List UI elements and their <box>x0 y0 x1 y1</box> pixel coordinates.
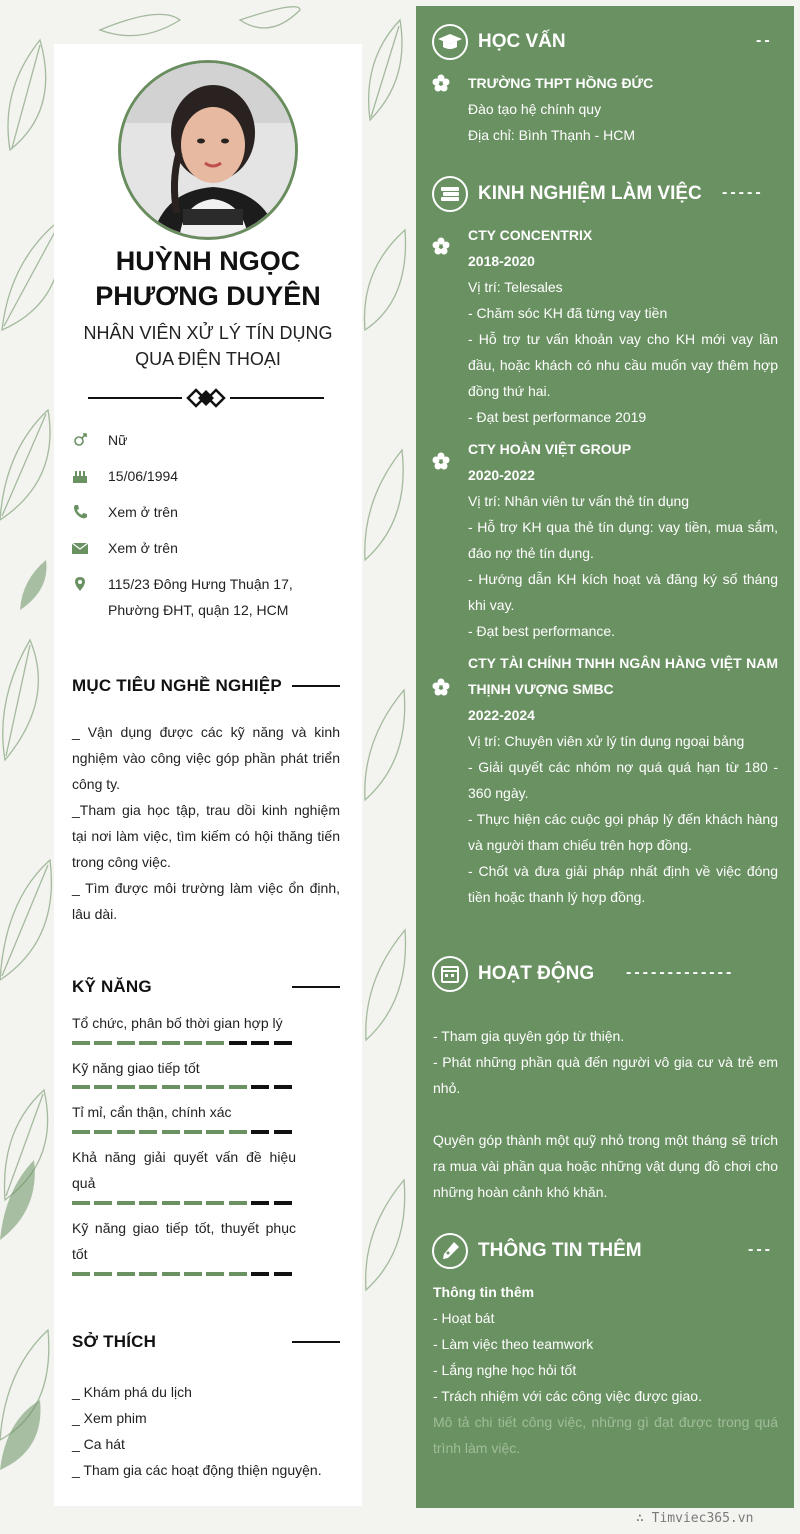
objective-line: _ Vận dụng được các kỹ năng và kinh nghiệm vào công việc góp phần phát triển công ty. <box>72 724 340 792</box>
skill-dash <box>72 1085 90 1089</box>
skill-dash <box>229 1085 247 1089</box>
phone-icon <box>72 504 88 520</box>
avatar-illustration <box>121 63 298 240</box>
company-name: CTY TÀI CHÍNH TNHH NGÂN HÀNG VIỆT NAM THỊNH VƯỢNG SMBC <box>468 655 778 697</box>
activities-text <box>433 1023 778 1205</box>
job-detail: - Hỗ trợ tư vấn khoản vay cho KH mới vay lần đầu, hoặc khách có nhu cầu muốn vay thêm hợp đồng thứ hai. <box>468 331 778 399</box>
email-text[interactable]: Xem ở trên <box>108 540 178 556</box>
skill-dash <box>184 1130 202 1134</box>
address-line-2: Phường ĐHT, quận 12, HCM <box>108 602 289 618</box>
job-title-line-1: NHÂN VIÊN XỬ LÝ TÍN DỤNG <box>83 323 333 343</box>
skill-dash <box>206 1201 224 1205</box>
skill-dash <box>162 1272 180 1276</box>
flower-bullet-icon <box>432 678 450 696</box>
education-address: Địa chỉ: Bình Thạnh - HCM <box>468 127 636 143</box>
job-detail: - Chốt và đưa giải pháp nhất định về việc đóng tiền hoặc thanh lý hợp đồng. <box>468 863 778 905</box>
activities-dash-rule: ------------- <box>626 964 735 981</box>
skill-dash <box>139 1201 157 1205</box>
skill-name: Kỹ năng giao tiếp tốt, thuyết phục tốt <box>72 1220 296 1262</box>
skill-dash <box>162 1130 180 1134</box>
education-entry <box>468 70 778 148</box>
skill-dash <box>72 1130 90 1134</box>
skill-dash <box>117 1130 135 1134</box>
skill-dash <box>274 1130 292 1134</box>
candidate-name <box>54 244 362 314</box>
skills-heading: KỸ NĂNG <box>72 977 152 996</box>
flower-bullet-icon <box>432 237 450 255</box>
school-name: TRƯỜNG THPT HỒNG ĐỨC <box>468 75 654 91</box>
additional-item: - Hoạt bát <box>433 1310 495 1326</box>
additional-heading: THÔNG TIN THÊM <box>478 1240 642 1261</box>
skill-dash <box>229 1130 247 1134</box>
address-text <box>108 571 348 623</box>
calendar-icon <box>432 956 468 992</box>
skill-dash <box>274 1201 292 1205</box>
skill-dash <box>72 1201 90 1205</box>
skill-dash <box>117 1085 135 1089</box>
skill-dash <box>184 1085 202 1089</box>
objective-line: _ Tìm được môi trường làm việc ổn định, lâu dài. <box>72 880 340 922</box>
flower-bullet-icon <box>432 74 450 92</box>
hobby-item: _ Tham gia các hoạt động thiện nguyện. <box>72 1462 322 1478</box>
additional-dash-rule: --- <box>748 1241 773 1258</box>
experience-entry <box>468 222 778 430</box>
skill-dash <box>274 1085 292 1089</box>
job-detail: Vị trí: Chuyên viên xử lý tín dụng ngoại bảng <box>468 733 745 749</box>
additional-text <box>433 1279 778 1461</box>
additional-item: - Làm việc theo teamwork <box>433 1336 594 1352</box>
work-period: 2022-2024 <box>468 707 535 723</box>
skill-dash <box>274 1041 292 1045</box>
skill-name: Kỹ năng giao tiếp tốt <box>72 1060 200 1076</box>
job-detail: - Đạt best performance. <box>468 623 616 639</box>
education-dash-rule: -- <box>756 32 773 49</box>
books-icon <box>432 176 468 212</box>
additional-item: - Trách nhiệm với các công việc được giao. <box>433 1388 702 1404</box>
skill-dash <box>139 1041 157 1045</box>
job-detail: - Đạt best performance 2019 <box>468 409 647 425</box>
job-detail: - Hỗ trợ KH qua thẻ tín dụng: vay tiền, mua sắm, đáo nợ thẻ tín dụng. <box>468 519 778 561</box>
work-period: 2020-2022 <box>468 467 535 483</box>
skill-dash <box>139 1272 157 1276</box>
envelope-icon <box>72 540 88 556</box>
skill-level-bar <box>72 1085 296 1089</box>
skill-dash <box>206 1130 224 1134</box>
company-name: CTY CONCENTRIX <box>468 227 593 243</box>
experience-entry <box>468 650 778 910</box>
skill-dash <box>139 1085 157 1089</box>
location-pin-icon <box>72 576 88 592</box>
skill-level-bar <box>72 1041 296 1045</box>
skill-name: Tỉ mỉ, cẩn thận, chính xác <box>72 1104 232 1120</box>
hobbies-list <box>72 1379 340 1483</box>
experience-heading: KINH NGHIỆM LÀM VIỆC <box>478 183 702 204</box>
ornament-divider <box>88 386 324 410</box>
skill-dash <box>94 1130 112 1134</box>
skill-dash <box>229 1201 247 1205</box>
skill-dash <box>94 1041 112 1045</box>
additional-subheading: Thông tin thêm <box>433 1284 535 1300</box>
skill-dash <box>72 1041 90 1045</box>
skill-dash <box>117 1201 135 1205</box>
skill-dash <box>162 1201 180 1205</box>
skill-dash <box>94 1201 112 1205</box>
additional-placeholder[interactable]: Mô tả chi tiết công việc, những gì đạt được trong quá trình làm việc. <box>433 1414 778 1456</box>
job-detail: Vị trí: Telesales <box>468 279 563 295</box>
profile-photo <box>118 60 298 240</box>
job-title-line-2: QUA ĐIỆN THOẠI <box>135 349 281 369</box>
name-line-2: PHƯƠNG DUYÊN <box>95 281 321 311</box>
education-heading: HỌC VẤN <box>478 31 566 52</box>
address-line-1: 115/23 Đông Hưng Thuận 17, <box>108 576 293 592</box>
objective-text <box>72 719 340 927</box>
skill-dash <box>251 1085 269 1089</box>
skill-name: Khả năng giải quyết vấn đề hiệu quả <box>72 1149 296 1191</box>
activity-item: - Phát những phần quà đến người vô gia cư và trẻ em nhỏ. <box>433 1054 778 1096</box>
skill-dash <box>229 1272 247 1276</box>
skill-name: Tổ chức, phân bố thời gian hợp lý <box>72 1015 283 1031</box>
job-title <box>54 320 362 372</box>
experience-entry <box>468 436 778 644</box>
skill-dash <box>251 1272 269 1276</box>
skill-dash <box>274 1272 292 1276</box>
job-detail: - Thực hiện các cuộc gọi pháp lý đến khách hàng và người tham chiếu trên hợp đồng. <box>468 811 778 853</box>
skill-level-bar <box>72 1130 296 1134</box>
site-watermark: ∴ Timviec365.vn <box>636 1511 754 1526</box>
skill-dash <box>206 1041 224 1045</box>
hobbies-heading: SỞ THÍCH <box>72 1332 157 1351</box>
skill-dash <box>162 1085 180 1089</box>
gender-icon <box>72 432 88 448</box>
birthday-text: 15/06/1994 <box>108 468 179 484</box>
right-column <box>416 6 794 1508</box>
work-period: 2018-2020 <box>468 253 535 269</box>
skill-dash <box>184 1041 202 1045</box>
skills-heading-rule <box>292 986 340 988</box>
objective-heading: MỤC TIÊU NGHỀ NGHIỆP <box>72 676 282 695</box>
skill-level-bar <box>72 1201 296 1205</box>
objective-line: _Tham gia học tập, trau dồi kinh nghiệm tại nơi làm việc, tìm kiếm có hội thăng tiến trong công việc. <box>72 802 340 870</box>
skill-dash <box>72 1272 90 1276</box>
skill-level-bar <box>72 1272 296 1276</box>
hobby-item: _ Ca hát <box>72 1436 125 1452</box>
additional-item: - Lắng nghe học hỏi tốt <box>433 1362 577 1378</box>
activities-paragraph: Quyên góp thành một quỹ nhỏ trong một tháng sẽ trích ra mua vài phần qua hoặc những vật dụng đồ chơi cho những hoàn cảnh khó khăn. <box>433 1132 778 1200</box>
skill-dash <box>251 1041 269 1045</box>
skill-dash <box>251 1201 269 1205</box>
skill-dash <box>229 1041 247 1045</box>
hobby-item: _ Khám phá du lịch <box>72 1384 192 1400</box>
pen-nib-icon <box>432 1233 468 1269</box>
job-detail: - Chăm sóc KH đã từng vay tiền <box>468 305 668 321</box>
experience-dash-rule: ----- <box>722 184 764 201</box>
flower-bullet-icon <box>432 452 450 470</box>
skill-dash <box>184 1201 202 1205</box>
skill-dash <box>139 1130 157 1134</box>
skill-dash <box>184 1272 202 1276</box>
hobbies-heading-rule <box>292 1341 340 1343</box>
skill-dash <box>162 1041 180 1045</box>
skill-dash <box>94 1272 112 1276</box>
activity-item: - Tham gia quyên góp từ thiện. <box>433 1028 625 1044</box>
skill-dash <box>206 1085 224 1089</box>
job-detail: - Hướng dẫn KH kích hoạt và đăng ký số tháng khi vay. <box>468 571 778 613</box>
activities-heading: HOẠT ĐỘNG <box>478 963 595 984</box>
skill-dash <box>94 1085 112 1089</box>
job-detail: Vị trí: Nhân viên tư vấn thẻ tín dụng <box>468 493 690 509</box>
phone-text[interactable]: Xem ở trên <box>108 504 178 520</box>
gender-text: Nữ <box>108 432 128 448</box>
company-name: CTY HOÀN VIỆT GROUP <box>468 441 632 457</box>
job-detail: - Giải quyết các nhóm nợ quá quá hạn từ 180 - 360 ngày. <box>468 759 778 801</box>
birthday-cake-icon <box>72 468 88 484</box>
objective-heading-rule <box>292 685 340 687</box>
graduation-cap-icon <box>432 24 468 60</box>
name-line-1: HUỲNH NGỌC <box>115 246 301 276</box>
skill-dash <box>251 1130 269 1134</box>
skill-dash <box>206 1272 224 1276</box>
skill-dash <box>117 1272 135 1276</box>
education-type: Đào tạo hệ chính quy <box>468 101 602 117</box>
skill-dash <box>117 1041 135 1045</box>
left-column <box>54 44 362 1506</box>
hobby-item: _ Xem phim <box>72 1410 147 1426</box>
